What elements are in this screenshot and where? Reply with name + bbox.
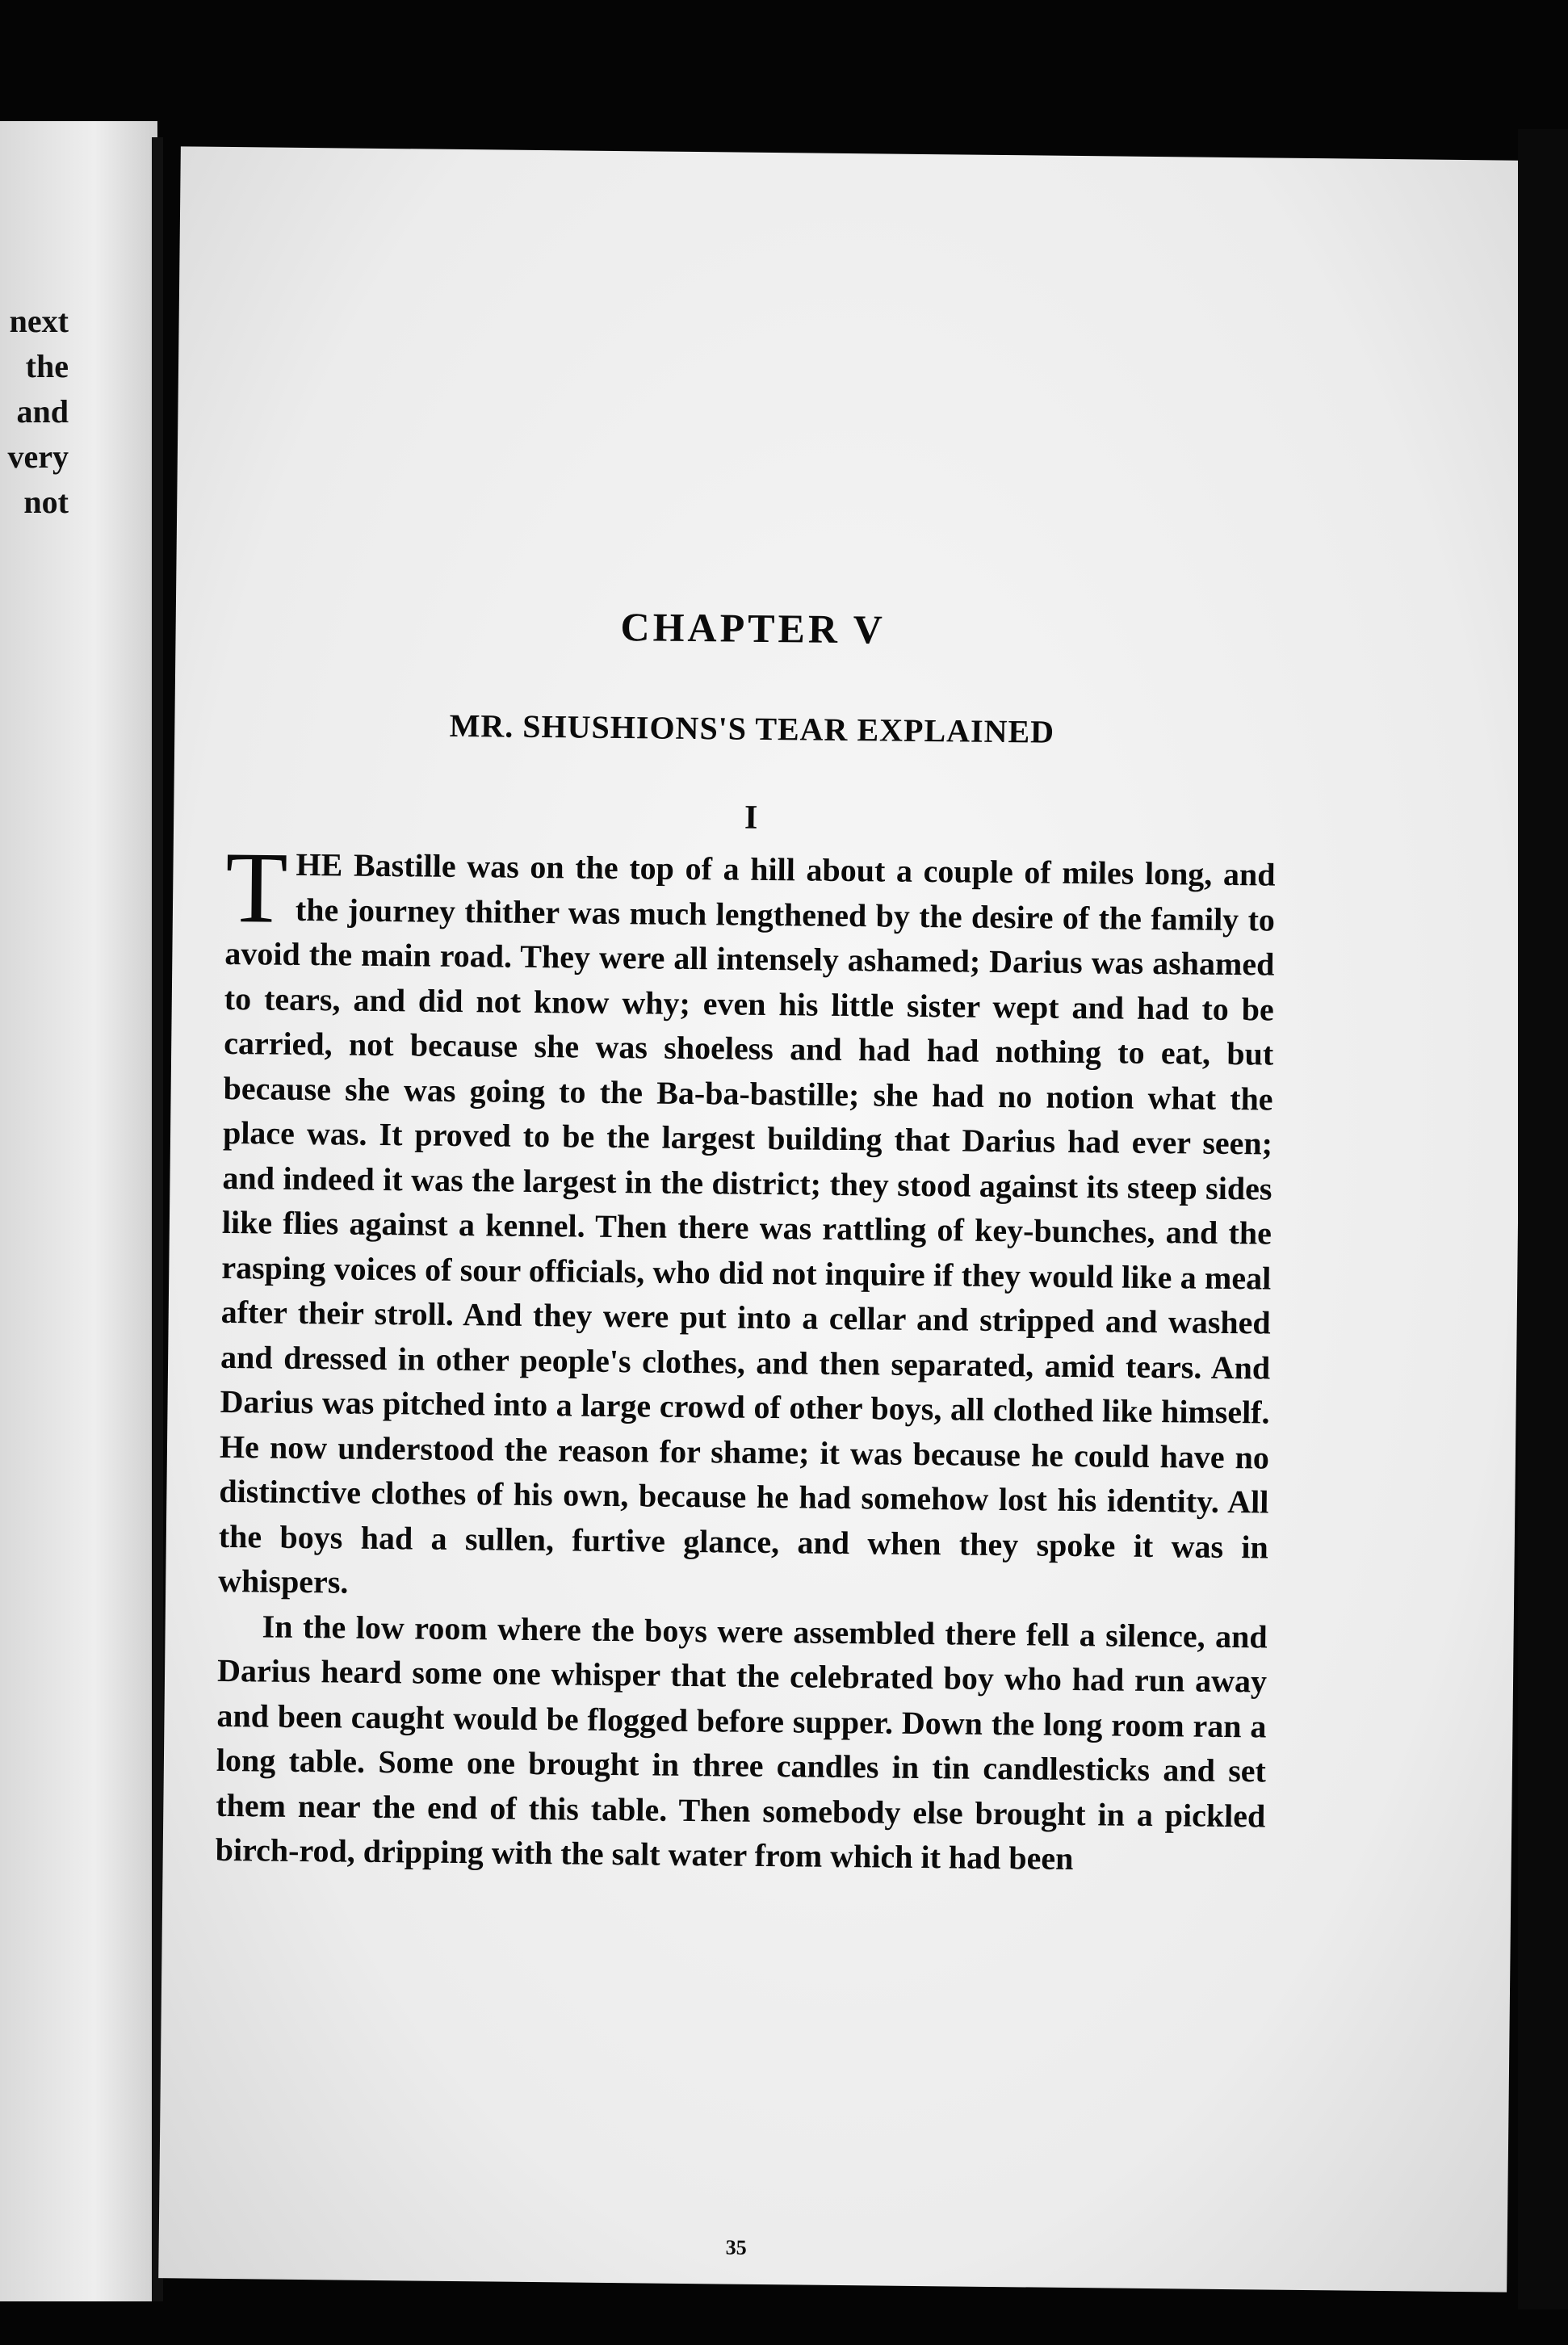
- scan-right-edge: [1518, 129, 1568, 2309]
- section-number: I: [744, 799, 758, 837]
- paragraph-text: HE Bastille was on the top of a hill about a couple of miles long, and the journey thither was much lengthened by the desire of the family to avoid the main road. They were all intensely ashamed; Darius was ashamed to tears, and did not know why; even his little sister wept and had to be carried, not because she was shoeless and had had nothing to eat, but because she was going to the Ba-ba-bastille; she had no notion what the place was. It proved to be the largest building that Darius had ever seen; and indeed it was the largest in the district; they stood against its steep sides like flies against a kennel. Then there was rattling of key-bunches, and the rasping voices of sour officials, who did not inquire if they would like a meal after their stroll. And they were put into a cellar and stripped and washed and dressed in other people's clothes, and then separated, amid tears. And Darius was pitched into a large crowd of other boys, all clothed like himself. He now understood the reason for shame; it was because he could have no distinctive clothes of his own, because he had somehow lost his identity. All the boys had a sullen, furtive glance, and when they spoke it was in whispers.: [218, 845, 1276, 1600]
- left-facing-page: [0, 121, 157, 2301]
- paragraph: [218, 831, 1276, 1614]
- left-fragment-line: not: [23, 484, 69, 520]
- left-fragment-line: and: [16, 393, 69, 430]
- chapter-title: CHAPTER V: [620, 604, 887, 652]
- body-text: [215, 831, 1276, 1883]
- page-number: 35: [725, 2235, 747, 2259]
- left-fragment-line: very: [7, 438, 69, 475]
- paragraph: In the low room where the boys were assembled there fell a silence, and Darius heard some one whisper that the celebrated boy who had run away and been caught would be flogged before supper. Down the long room ran a long table. Some one brought in three candles in tin candlesticks and set them near the end of this table. Then somebody else brought in a pickled birch-rod, dripping with the salt water from which it had been: [215, 1607, 1268, 1877]
- book-page: [158, 146, 1529, 2292]
- left-fragment-line: the: [25, 348, 69, 384]
- left-fragment-line: next: [9, 303, 69, 339]
- page-content: [211, 147, 1283, 2289]
- left-page-text-fragments: [7, 299, 69, 525]
- chapter-subtitle: MR. SHUSHIONS'S TEAR EXPLAINED: [449, 707, 1055, 750]
- drop-cap: T: [224, 831, 288, 945]
